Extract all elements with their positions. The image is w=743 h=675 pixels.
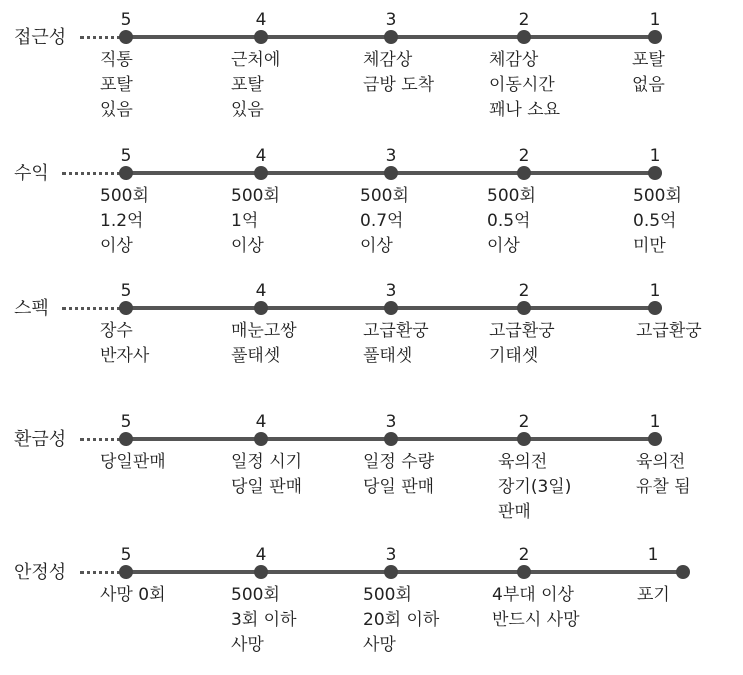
level-description	[633, 184, 682, 259]
level-description	[231, 583, 297, 658]
description-line: 500회	[100, 186, 149, 206]
description-line: 풀태셋	[363, 346, 413, 366]
level-description	[100, 583, 166, 608]
level-dot	[254, 301, 268, 315]
level-score: 4	[255, 412, 267, 432]
level-dot	[119, 565, 133, 579]
row-label: 접근성	[14, 27, 67, 48]
description-line: 반드시 사망	[492, 610, 580, 630]
level-score: 2	[518, 281, 530, 301]
level-description	[498, 450, 571, 525]
level-score: 1	[649, 146, 661, 166]
level-description	[231, 48, 280, 123]
level-dot	[384, 301, 398, 315]
row-label: 안정성	[14, 562, 67, 583]
level-score: 3	[385, 10, 397, 30]
level-dot	[648, 166, 662, 180]
description-line: 금방 도착	[363, 75, 435, 95]
level-dot	[648, 30, 662, 44]
level-dot	[119, 30, 133, 44]
row-label: 환금성	[14, 429, 67, 450]
description-line: 이상	[100, 236, 133, 256]
description-line: 당일 판매	[363, 477, 435, 497]
description-line: 판매	[498, 502, 531, 522]
level-description	[363, 319, 429, 369]
description-line: 포기	[637, 585, 670, 605]
level-description	[492, 583, 580, 633]
level-description	[100, 48, 133, 123]
level-score: 5	[120, 412, 132, 432]
description-line: 500회	[231, 186, 280, 206]
level-description	[231, 450, 302, 500]
scale-row	[0, 545, 743, 675]
description-line: 500회	[633, 186, 682, 206]
level-score: 5	[120, 545, 132, 565]
level-score: 2	[518, 10, 530, 30]
description-line: 체감상	[489, 50, 539, 70]
scale-row	[0, 146, 743, 276]
description-line: 500회	[363, 585, 412, 605]
level-description	[489, 319, 555, 369]
description-line: 있음	[100, 100, 133, 120]
level-score: 2	[518, 412, 530, 432]
level-description	[489, 48, 560, 123]
description-line: 체감상	[363, 50, 413, 70]
description-line: 포탈	[632, 50, 665, 70]
level-description	[100, 184, 149, 259]
description-line: 3회 이하	[231, 610, 297, 630]
level-dot	[648, 301, 662, 315]
level-dot	[384, 166, 398, 180]
level-score: 5	[120, 281, 132, 301]
description-line: 육의전	[498, 452, 548, 472]
level-description	[637, 583, 670, 608]
description-line: 일정 수량	[363, 452, 435, 472]
level-dot	[119, 301, 133, 315]
description-line: 근처에	[231, 50, 281, 70]
description-line: 고급환궁	[489, 321, 555, 341]
level-dot	[254, 565, 268, 579]
scale-row	[0, 412, 743, 542]
level-description	[363, 583, 439, 658]
scale-row	[0, 10, 743, 140]
level-dot	[384, 432, 398, 446]
level-score: 1	[649, 412, 661, 432]
description-line: 사망	[363, 635, 396, 655]
level-dot	[254, 432, 268, 446]
level-dot	[648, 432, 662, 446]
description-line: 고급환궁	[363, 321, 429, 341]
level-score: 4	[255, 146, 267, 166]
level-dot	[384, 565, 398, 579]
level-score: 5	[120, 146, 132, 166]
description-line: 1억	[231, 211, 259, 231]
description-line: 기태셋	[489, 346, 539, 366]
scale-row	[0, 281, 743, 411]
level-score: 2	[518, 545, 530, 565]
description-line: 0.5억	[633, 211, 677, 231]
description-line: 500회	[231, 585, 280, 605]
level-score: 4	[255, 281, 267, 301]
description-line: 고급환궁	[636, 321, 702, 341]
level-dot	[119, 166, 133, 180]
level-score: 3	[385, 281, 397, 301]
description-line: 사망 0회	[100, 585, 166, 605]
level-dot	[676, 565, 690, 579]
description-line: 직통	[100, 50, 133, 70]
description-line: 0.5억	[487, 211, 531, 231]
level-description	[636, 319, 702, 344]
level-dot	[517, 432, 531, 446]
description-line: 사망	[231, 635, 264, 655]
description-line: 장기(3일)	[498, 477, 572, 497]
description-line: 500회	[487, 186, 536, 206]
description-line: 20회 이하	[363, 610, 440, 630]
level-description	[231, 319, 297, 369]
description-line: 이동시간	[489, 75, 555, 95]
level-score: 1	[647, 545, 659, 565]
level-description	[100, 319, 149, 369]
level-score: 1	[649, 10, 661, 30]
description-line: 4부대 이상	[492, 585, 574, 605]
description-line: 장수	[100, 321, 133, 341]
description-line: 유찰 됨	[636, 477, 691, 497]
level-dot	[254, 166, 268, 180]
description-line: 포탈	[231, 75, 264, 95]
description-line: 없음	[632, 75, 665, 95]
level-score: 4	[255, 10, 267, 30]
row-label: 수익	[14, 163, 49, 184]
level-description	[632, 48, 665, 98]
description-line: 매눈고쌍	[231, 321, 297, 341]
level-score: 2	[518, 146, 530, 166]
row-label: 스펙	[14, 298, 49, 319]
level-score: 3	[385, 545, 397, 565]
level-description	[636, 450, 691, 500]
description-line: 이상	[231, 236, 264, 256]
description-line: 꽤나 소요	[489, 100, 561, 120]
description-line: 당일판매	[100, 452, 166, 472]
level-dot	[517, 166, 531, 180]
description-line: 이상	[487, 236, 520, 256]
description-line: 1.2억	[100, 211, 144, 231]
level-score: 3	[385, 412, 397, 432]
description-line: 육의전	[636, 452, 686, 472]
level-score: 5	[120, 10, 132, 30]
level-dot	[517, 301, 531, 315]
level-dot	[384, 30, 398, 44]
level-description	[363, 48, 434, 98]
description-line: 일정 시기	[231, 452, 303, 472]
level-dot	[517, 30, 531, 44]
level-dot	[254, 30, 268, 44]
description-line: 풀태셋	[231, 346, 281, 366]
description-line: 반자사	[100, 346, 150, 366]
description-line: 포탈	[100, 75, 133, 95]
level-score: 4	[255, 545, 267, 565]
level-score: 3	[385, 146, 397, 166]
description-line: 있음	[231, 100, 264, 120]
description-line: 이상	[360, 236, 393, 256]
level-description	[487, 184, 536, 259]
level-description	[231, 184, 280, 259]
scale-axis-line	[126, 570, 689, 574]
level-description	[100, 450, 166, 475]
description-line: 0.7억	[360, 211, 404, 231]
description-line: 당일 판매	[231, 477, 303, 497]
level-description	[360, 184, 409, 259]
level-dot	[119, 432, 133, 446]
level-description	[363, 450, 434, 500]
level-dot	[517, 565, 531, 579]
description-line: 미만	[633, 236, 666, 256]
description-line: 500회	[360, 186, 409, 206]
level-score: 1	[649, 281, 661, 301]
